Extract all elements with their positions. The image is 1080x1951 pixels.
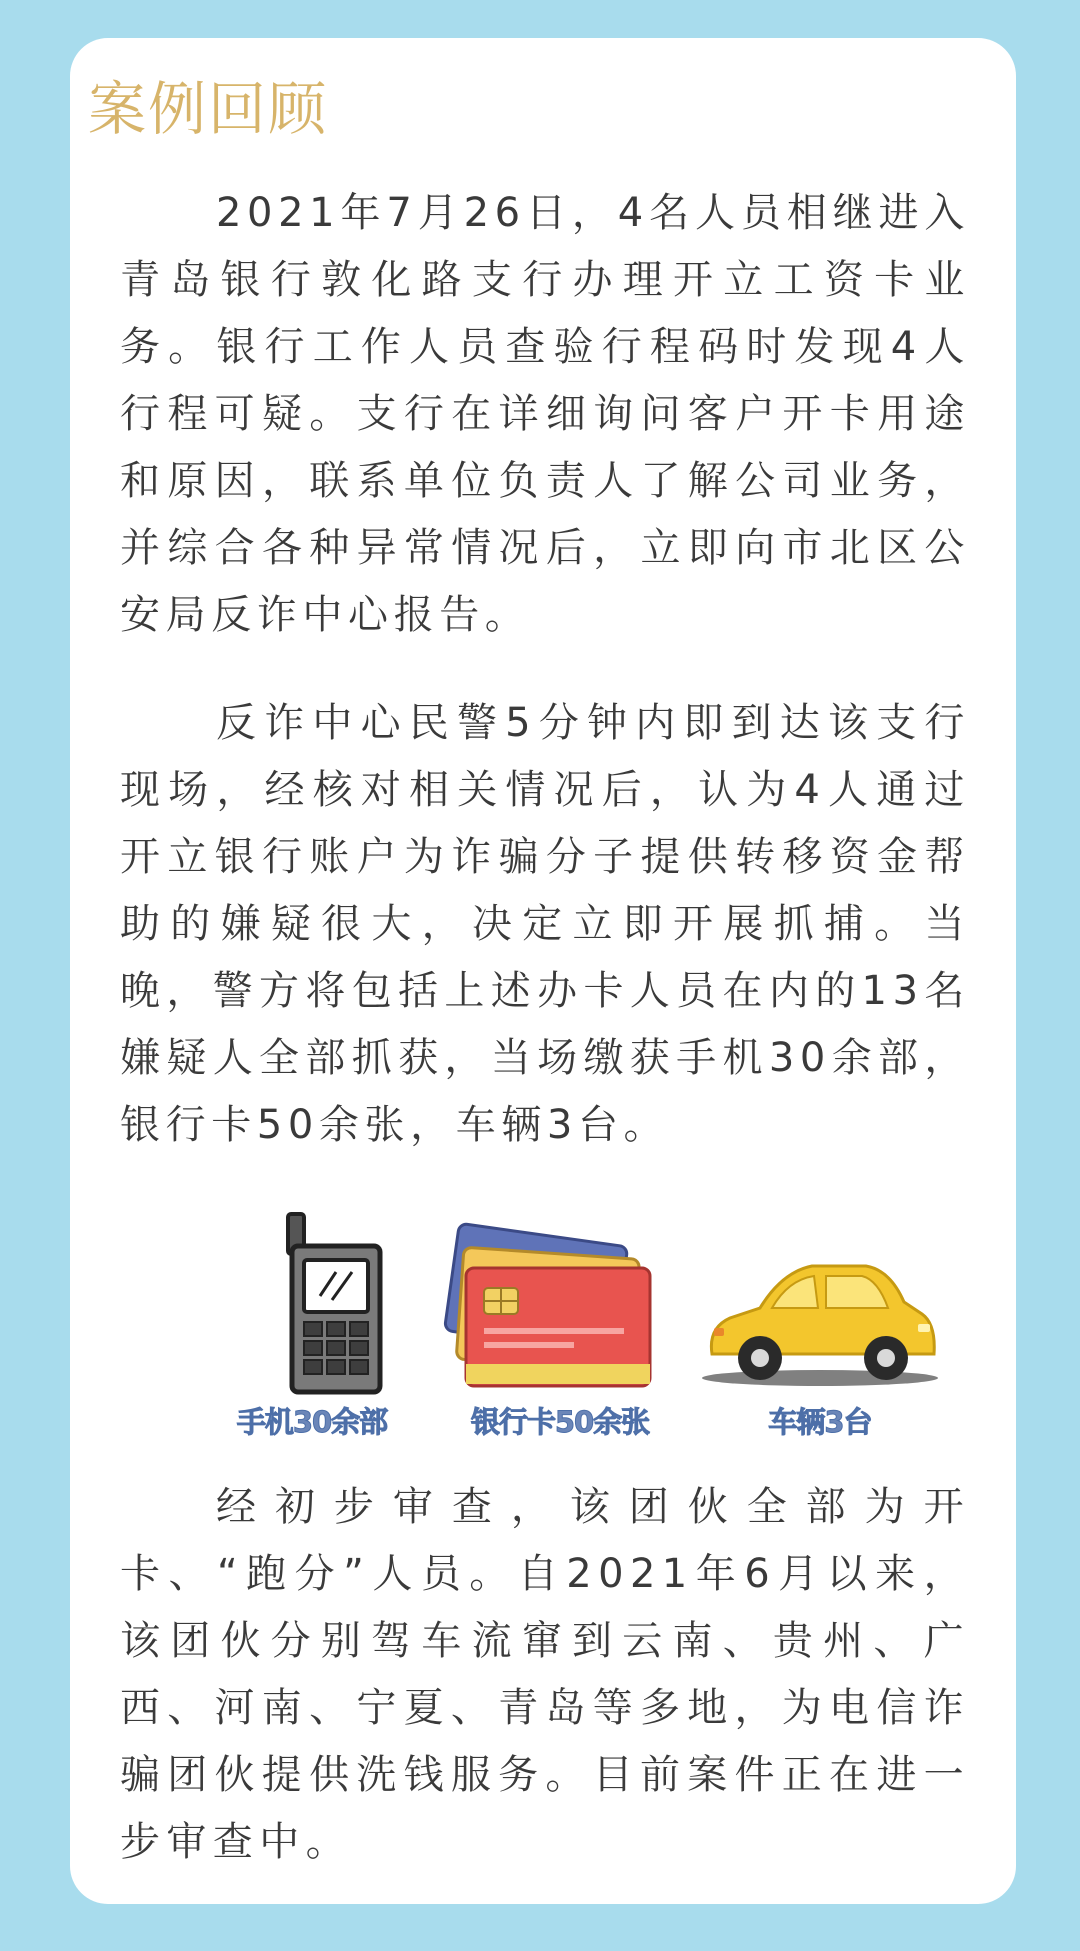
- seized-items-row: [70, 1168, 1016, 1468]
- content-card: [70, 38, 1016, 1904]
- car-icon: [690, 1168, 950, 1398]
- paragraph-arrest: 反诈中心民警5分钟内即到达该支行现场，经核对相关情况后，认为4人通过开立银行账户为诈骗分子提供转移资金帮助的嫌疑很大，决定立即开展抓捕。当晚，警方将包括上述办卡人员在内的13名嫌疑人全部抓获，当场缴获手机30余部，银行卡50余张，车辆3台。: [120, 700, 970, 1148]
- paragraph-investigation: 经初步审查，该团伙全部为开卡、“跑分”人员。自2021年6月以来，该团伙分别驾车流窜到云南、贵州、广西、河南、宁夏、青岛等多地，为电信诈骗团伙提供洗钱服务。目前案件正在进一步审查中。: [120, 1484, 970, 1865]
- bank-card-icon: [430, 1168, 690, 1398]
- mobile-phone-icon: [182, 1168, 442, 1398]
- seized-item-cars: [690, 1168, 950, 1468]
- section-title: 案例回顾: [88, 75, 329, 143]
- paragraph-case-report: 2021年7月26日，4名人员相继进入青岛银行敦化路支行办理开立工资卡业务。银行工作人员查验行程码时发现4人行程可疑。支行在详细询问客户开卡用途和原因，联系单位负责人了解公司业务，并综合各种异常情况后，立即向市北区公安局反诈中心报告。: [120, 190, 970, 638]
- seized-item-label: 银行卡50余张: [470, 1405, 650, 1439]
- seized-item-phones: [182, 1168, 442, 1468]
- seized-item-label: 手机30余部: [236, 1405, 388, 1439]
- seized-item-bank-cards: [430, 1168, 690, 1468]
- seized-item-label: 车辆3台: [768, 1405, 872, 1439]
